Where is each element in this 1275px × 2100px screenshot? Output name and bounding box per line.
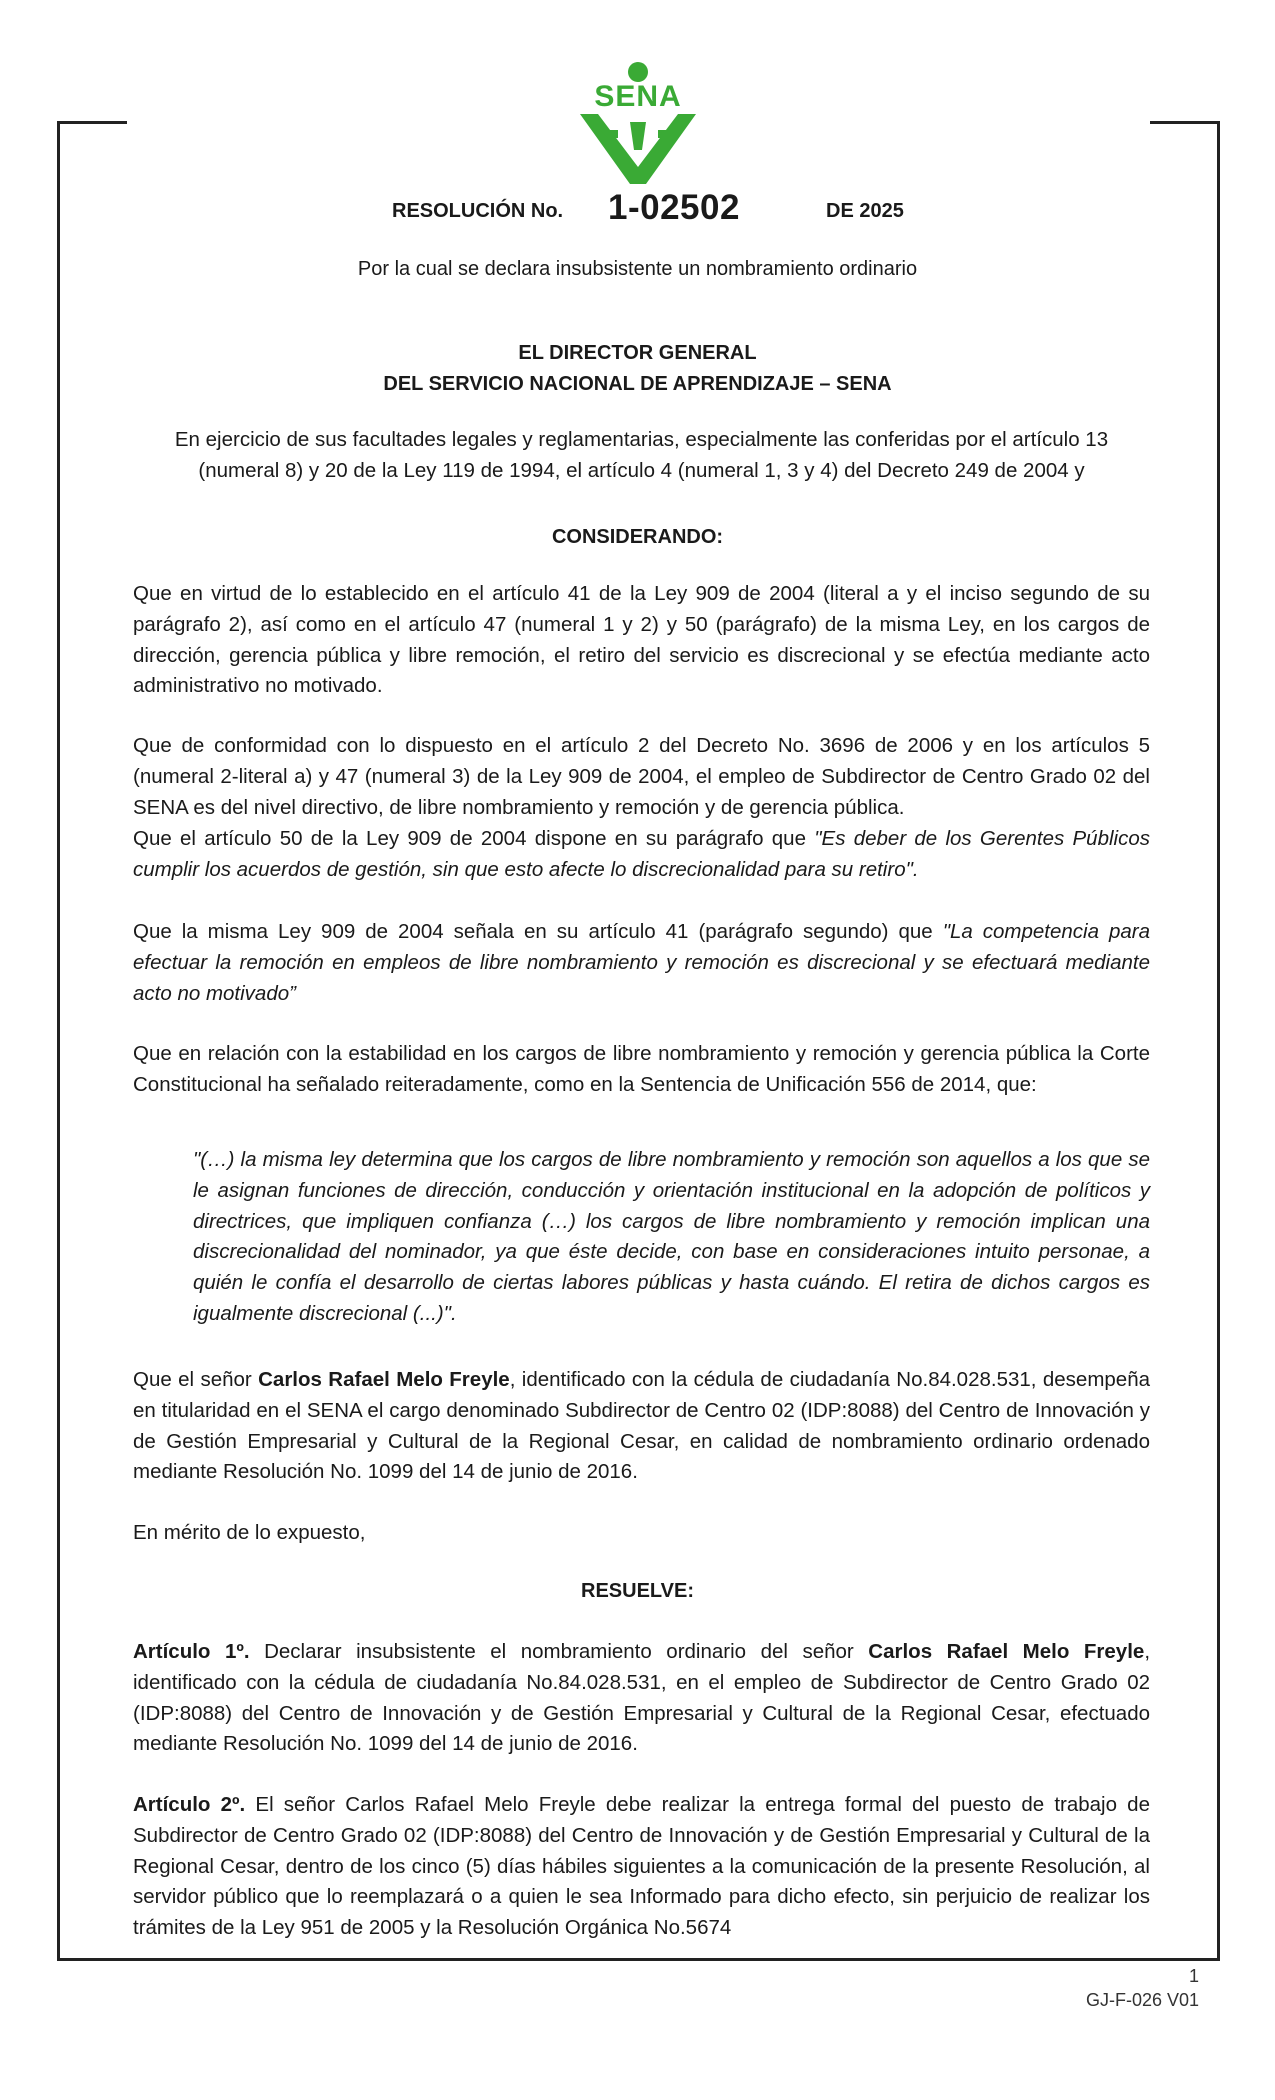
p4-citation: "La competencia para efectuar la remoción en empleos de libre nombramiento y remoción es discrecional y se efectuará mediante acto no motivado” xyxy=(133,920,1151,1005)
considerando-paragraph-3 xyxy=(133,824,1150,886)
frame-top-right xyxy=(1150,121,1220,124)
svg-text:SENA: SENA xyxy=(594,80,682,113)
considerando-paragraph-7: En mérito de lo expuesto, xyxy=(133,1521,366,1544)
articulo-1-name: Carlos Rafael Melo Freyle xyxy=(868,1640,1145,1663)
preamble: En ejercicio de sus facultades legales y reglamentarias, especialmente las conferidas por el artículo 13 (numeral 8) y 20 de la Ley 119 de 1994, el artículo 4 (numeral 1, 3 y 4) del Decreto 249 de 2004 y xyxy=(174,428,1109,482)
considerando-paragraph-2: Que de conformidad con lo dispuesto en el artículo 2 del Decreto No. 3696 de 2006 y en los artículos 5 (numeral 2-literal a) y 47 (numeral 3) de la Ley 909 de 2004, el empleo de Subdirector de Centro Grado 02 del SENA es del nivel directivo, de libre nombramiento y remoción y de gerencia pública. xyxy=(133,734,1150,819)
considerando-paragraph-1: Que en virtud de lo establecido en el artículo 41 de la Ley 909 de 2004 (literal a y el inciso segundo de su parágrafo 2), así como en el artículo 47 (numeral 1 y 2) y 50 (parágrafo) de la misma Ley, en los cargos de dirección, gerencia pública y libre remoción, el retiro del servicio es discrecional y se efectúa mediante acto administrativo no motivado. xyxy=(133,582,1150,698)
considerando-paragraph-5: Que en relación con la estabilidad en los cargos de libre nombramiento y remoción y gerencia pública la Corte Constitucional ha señalado reiteradamente, como en la Sentencia de Unificación 556 de 2014, que: xyxy=(133,1042,1150,1096)
court-quote: "(…) la misma ley determina que los cargos de libre nombramiento y remoción son aquellos a los que se le asignan funciones de dirección, conducción y orientación institucional en la adopción de políticos y directrices, que impliquen confianza (…) los cargos de libre nombramiento y remoción implican una discrecionalidad del nominador, ya que éste decide, con base en consideraciones intuito personae, a quién le confía el desarrollo de ciertas labores públicas y hasta cuándo. El retira de dichos cargos es igualmente discrecional (...)". xyxy=(193,1148,1150,1325)
resolution-number: 1-02502 xyxy=(608,188,740,227)
form-code: GJ-F-026 V01 xyxy=(1085,1990,1199,2010)
resolution-subject: Por la cual se declara insubsistente un nombramiento ordinario xyxy=(357,258,918,280)
p3-citation: "Es deber de los Gerentes Públicos cumplir los acuerdos de gestión, sin que esto afecte lo discrecionalidad para su retiro". xyxy=(133,827,1150,881)
p4-text: Que la misma Ley 909 de 2004 señala en su artículo 41 (parágrafo segundo) que xyxy=(133,920,943,943)
articulo-1-pre: Declarar insubsistente el nombramiento ordinario del señor xyxy=(249,1640,869,1663)
p6-pre: Que el señor xyxy=(133,1368,259,1391)
sena-logo xyxy=(578,62,698,187)
articulo-2 xyxy=(133,1790,1150,1944)
articulo-1-post: , identificado con la cédula de ciudadanía No.84.028.531, en el empleo de Subdirector de Centro Grado 02 (IDP:8088) del Centro de Innovación y de Gestión Empresarial y Cultural de la Regional Cesar, efectuado mediante Resolución No. 1099 del 14 de junio de 2016. xyxy=(133,1640,1151,1756)
authority-line-2: DEL SERVICIO NACIONAL DE APRENDIZAJE – SENA xyxy=(383,373,892,395)
articulo-2-label: Artículo 2º. xyxy=(133,1793,246,1816)
page-number: 1 xyxy=(1188,1966,1199,1986)
frame-top-left xyxy=(57,121,127,124)
articulo-2-text: El señor Carlos Rafael Melo Freyle debe realizar la entrega formal del puesto de trabajo de Subdirector de Centro Grado 02 (IDP:8088) del Centro de Innovación y de Gestión Empresarial y Cultural de la Regional Cesar, dentro de los cinco (5) días hábiles siguientes a la comunicación de la presente Resolución, al servidor público que lo reemplazará o a quien le sea Informado para dicho efecto, sin perjuicio de realizar los trámites de la Ley 951 de 2005 y la Resolución Orgánica No.5674 xyxy=(133,1793,1150,1940)
resuelve-heading: RESUELVE: xyxy=(581,1580,694,1602)
resolution-year: DE 2025 xyxy=(826,200,904,222)
sena-logo-graphic xyxy=(578,62,698,187)
articulo-1 xyxy=(133,1637,1150,1760)
articulo-1-label: Artículo 1º. xyxy=(133,1640,250,1663)
considerando-paragraph-6 xyxy=(133,1365,1150,1488)
p6-name: Carlos Rafael Melo Freyle xyxy=(258,1368,510,1391)
frame-bottom-border xyxy=(57,1958,1220,1961)
considerando-paragraph-4 xyxy=(133,917,1150,1009)
authority-line-1: EL DIRECTOR GENERAL xyxy=(518,342,757,364)
resolution-label: RESOLUCIÓN No. xyxy=(392,200,564,222)
resolution-line xyxy=(0,188,1275,232)
p6-post: , identificado con la cédula de ciudadanía No.84.028.531, desempeña en titularidad en el SENA el cargo denominado Subdirector de Centro 02 (IDP:8088) del Centro de Innovación y de Gestión Empresarial y Cultural de la Regional Cesar, en calidad de nombramiento ordinario ordenado mediante Resolución No. 1099 del 14 de junio de 2016. xyxy=(133,1368,1150,1484)
p3-text: Que el artículo 50 de la Ley 909 de 2004 dispone en su parágrafo que xyxy=(133,827,815,850)
considerando-heading: CONSIDERANDO: xyxy=(551,526,724,548)
